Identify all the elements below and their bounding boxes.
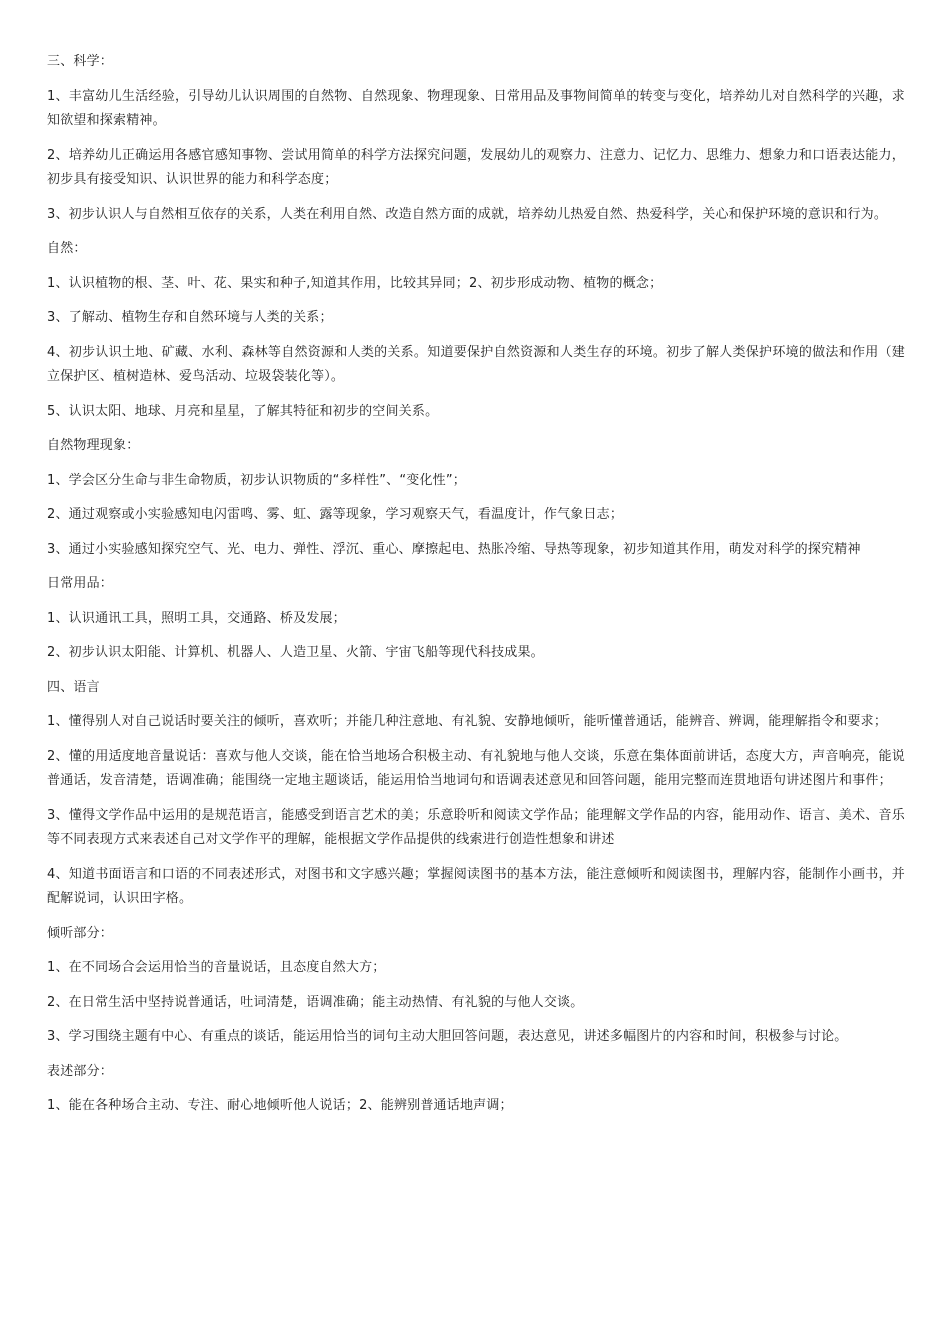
paragraph: 3、懂得文学作品中运用的是规范语言，能感受到语言艺术的美；乐意聆听和阅读文学作品；能理解文学作品的内容，能用动作、语言、美术、音乐等不同表现方式来表述自己对文学作平的理解，能根据文学作品提供的线索进行创造性想象和讲述: [47, 807, 905, 847]
paragraph: 4、初步认识土地、矿藏、水利、森林等自然资源和人类的关系。知道要保护自然资源和人类生存的环境。初步了解人类保护环境的做法和作用（建立保护区、植树造林、爱鸟活动、垃圾袋装化等）。: [47, 344, 905, 384]
paragraph: 1、认识植物的根、茎、叶、花、果实和种子,知道其作用，比较其异同；2、初步形成动物、植物的概念；: [47, 275, 663, 291]
paragraph: 2、培养幼儿正确运用各感官感知事物、尝试用简单的科学方法探究问题，发展幼儿的观察力、注意力、记忆力、思维力、想象力和口语表达能力，初步具有接受知识、认识世界的能力和科学态度；: [47, 147, 905, 187]
subheading-listening: 倾听部分：: [47, 925, 114, 941]
section-heading-science: 三、科学：: [47, 54, 114, 69]
subheading-nature: 自然：: [47, 241, 87, 256]
paragraph: 1、在不同场合会运用恰当的音量说话，且态度自然大方；: [47, 960, 386, 975]
paragraph: 3、通过小实验感知探究空气、光、电力、弹性、浮沉、重心、摩擦起电、热胀冷缩、导热等现象，初步知道其作用，萌发对科学的探究精神: [47, 541, 861, 557]
subheading-daily-items: 日常用品：: [47, 576, 114, 591]
paragraph: 1、丰富幼儿生活经验，引导幼儿认识周围的自然物、自然现象、物理现象、日常用品及事物间简单的转变与变化，培养幼儿对自然科学的兴趣，求知欲望和探索精神。: [47, 88, 905, 128]
paragraph: 3、了解动、植物生存和自然环境与人类的关系；: [47, 310, 333, 325]
paragraph: 2、通过观察或小实验感知电闪雷鸣、雾、虹、露等现象，学习观察天气，看温度计，作气象日志；: [47, 507, 624, 522]
paragraph: 1、学会区分生命与非生命物质，初步认识物质的“多样性”、“变化性”；: [47, 472, 467, 488]
paragraph: 1、能在各种场合主动、专注、耐心地倾听他人说话；2、能辨别普通话地声调；: [47, 1098, 513, 1113]
section-heading-language: 四、语言: [47, 679, 100, 695]
document-page: [47, 50, 905, 1129]
paragraph: 1、认识通讯工具，照明工具，交通路、桥及发展；: [47, 610, 346, 626]
paragraph: 3、学习围绕主题有中心、有重点的谈话，能运用恰当的词句主动大胆回答问题，表达意见，讲述多幅图片的内容和时间，积极参与讨论。: [47, 1029, 848, 1044]
paragraph: 5、认识太阳、地球、月亮和星星，了解其特征和初步的空间关系。: [47, 403, 439, 419]
paragraph: 1、懂得别人对自己说话时要关注的倾听，喜欢听；并能几种注意地、有礼貌、安静地倾听，能听懂普通话，能辨音、辨调，能理解指令和要求；: [47, 714, 888, 729]
paragraph: 3、初步认识人与自然相互依存的关系，人类在利用自然、改造自然方面的成就，培养幼儿热爱自然、热爱科学，关心和保护环境的意识和行为。: [47, 206, 888, 222]
paragraph: 4、知道书面语言和口语的不同表述形式，对图书和文字感兴趣；掌握阅读图书的基本方法，能注意倾听和阅读图书，理解内容，能制作小画书，并配解说词，认识田字格。: [47, 866, 905, 906]
subheading-natural-physics: 自然物理现象：: [47, 438, 140, 453]
paragraph: 2、懂的用适度地音量说话：喜欢与他人交谈，能在恰当地场合积极主动、有礼貌地与他人交谈，乐意在集体面前讲话，态度大方，声音响亮，能说普通话，发音清楚，语调准确；能围绕一定地主题谈话，能运用恰当地词句和语调表述意见和回答问题，能用完整而连贯地语句讲述图片和事件；: [47, 748, 905, 788]
subheading-expression: 表述部分：: [47, 1063, 114, 1079]
paragraph: 2、在日常生活中坚持说普通话，吐词清楚，语调准确；能主动热情、有礼貌的与他人交谈。: [47, 994, 584, 1010]
paragraph: 2、初步认识太阳能、计算机、机器人、人造卫星、火箭、宇宙飞船等现代科技成果。: [47, 645, 544, 660]
